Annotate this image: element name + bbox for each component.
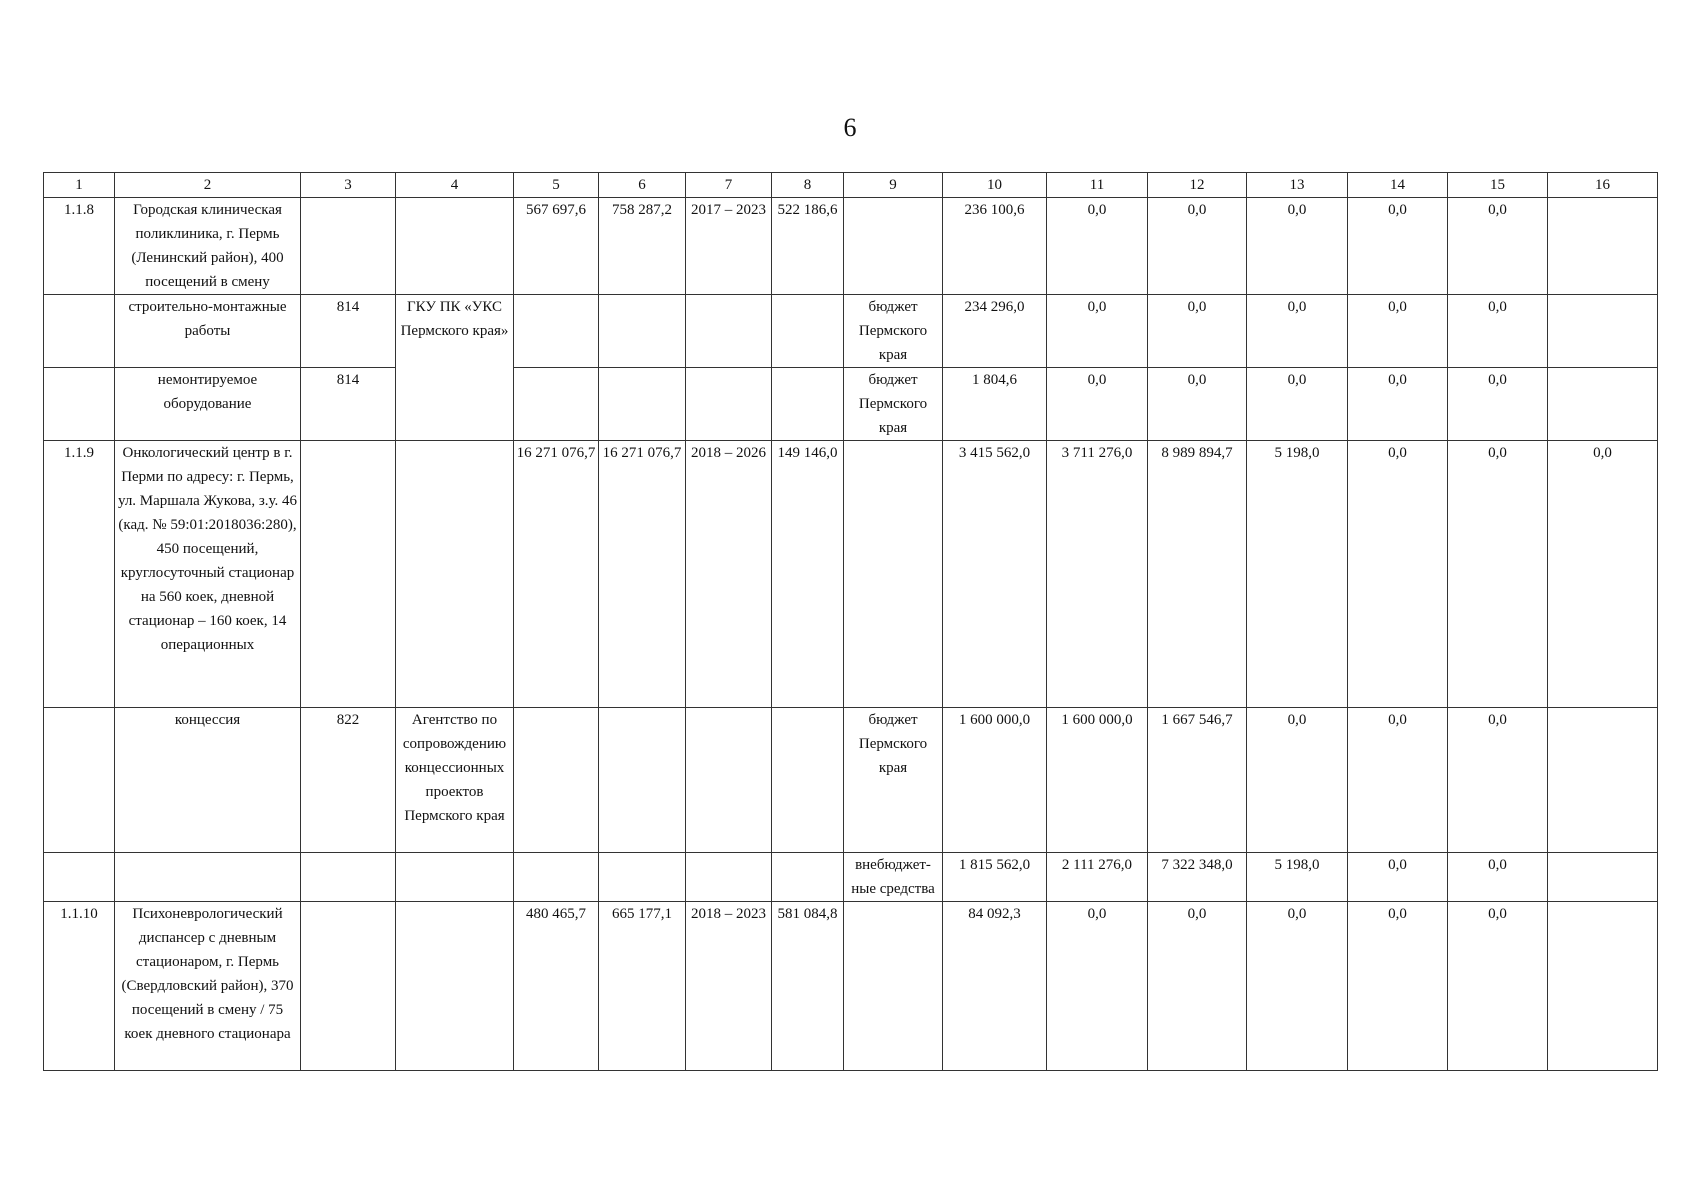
cell-8 bbox=[772, 295, 844, 368]
header-cell: 15 bbox=[1448, 173, 1548, 198]
cell-7 bbox=[686, 368, 772, 441]
cell-6: 758 287,2 bbox=[599, 198, 686, 295]
cell-12: 1 667 546,7 bbox=[1148, 708, 1247, 853]
cell-13: 0,0 bbox=[1247, 368, 1348, 441]
funding-source: бюджет Пермского края bbox=[844, 295, 943, 368]
cell-12: 7 322 348,0 bbox=[1148, 853, 1247, 902]
page-number: 6 bbox=[843, 113, 857, 142]
header-row bbox=[44, 173, 1658, 198]
cell-10: 1 804,6 bbox=[943, 368, 1047, 441]
funding-source: бюджет Пермского края bbox=[844, 708, 943, 853]
cell-15: 0,0 bbox=[1448, 198, 1548, 295]
cell-5: 480 465,7 bbox=[514, 902, 599, 1071]
responsible-org bbox=[396, 853, 514, 902]
cell-7: 2018 – 2026 bbox=[686, 441, 772, 708]
cell-15: 0,0 bbox=[1448, 368, 1548, 441]
header-cell: 3 bbox=[301, 173, 396, 198]
row-id: 1.1.9 bbox=[44, 441, 115, 708]
header-cell: 9 bbox=[844, 173, 943, 198]
cell-12: 8 989 894,7 bbox=[1148, 441, 1247, 708]
row-id: 1.1.10 bbox=[44, 902, 115, 1071]
cell-14: 0,0 bbox=[1348, 198, 1448, 295]
responsible-org bbox=[396, 441, 514, 708]
cell-16: 0,0 bbox=[1548, 441, 1658, 708]
object-name: строительно-монтажные работы bbox=[115, 295, 301, 368]
budget-table bbox=[43, 172, 1658, 1071]
cell-6 bbox=[599, 368, 686, 441]
cell-5 bbox=[514, 295, 599, 368]
cell-10: 1 600 000,0 bbox=[943, 708, 1047, 853]
table-row bbox=[44, 902, 1658, 1071]
header-cell: 1 bbox=[44, 173, 115, 198]
cell-8 bbox=[772, 368, 844, 441]
cell-10: 234 296,0 bbox=[943, 295, 1047, 368]
funding-source: внебюджет-ные средства bbox=[844, 853, 943, 902]
cell-10: 84 092,3 bbox=[943, 902, 1047, 1071]
row-id bbox=[44, 708, 115, 853]
responsible-org: Агентство по сопровождению концессионных проектов Пермского края bbox=[396, 708, 514, 853]
cell-7 bbox=[686, 295, 772, 368]
header-cell: 12 bbox=[1148, 173, 1247, 198]
object-name: концессия bbox=[115, 708, 301, 853]
cell-11: 2 111 276,0 bbox=[1047, 853, 1148, 902]
cell-12: 0,0 bbox=[1148, 198, 1247, 295]
cell-13: 5 198,0 bbox=[1247, 441, 1348, 708]
cell-13: 0,0 bbox=[1247, 708, 1348, 853]
cell-5 bbox=[514, 368, 599, 441]
object-name: немонтируемое оборудование bbox=[115, 368, 301, 441]
budget-code: 822 bbox=[301, 708, 396, 853]
object-name bbox=[115, 853, 301, 902]
cell-14: 0,0 bbox=[1348, 441, 1448, 708]
cell-5: 16 271 076,7 bbox=[514, 441, 599, 708]
responsible-org bbox=[396, 198, 514, 295]
row-id bbox=[44, 368, 115, 441]
cell-7 bbox=[686, 853, 772, 902]
cell-13: 0,0 bbox=[1247, 295, 1348, 368]
cell-15: 0,0 bbox=[1448, 441, 1548, 708]
cell-8 bbox=[772, 708, 844, 853]
cell-14: 0,0 bbox=[1348, 902, 1448, 1071]
cell-15: 0,0 bbox=[1448, 708, 1548, 853]
cell-16 bbox=[1548, 368, 1658, 441]
cell-11: 3 711 276,0 bbox=[1047, 441, 1148, 708]
cell-13: 0,0 bbox=[1247, 902, 1348, 1071]
budget-code bbox=[301, 902, 396, 1071]
table-row bbox=[44, 295, 1658, 368]
cell-5 bbox=[514, 708, 599, 853]
cell-13: 0,0 bbox=[1247, 198, 1348, 295]
cell-16 bbox=[1548, 198, 1658, 295]
header-cell: 4 bbox=[396, 173, 514, 198]
header-cell: 10 bbox=[943, 173, 1047, 198]
table-row bbox=[44, 441, 1658, 708]
cell-6 bbox=[599, 295, 686, 368]
cell-6 bbox=[599, 853, 686, 902]
cell-11: 1 600 000,0 bbox=[1047, 708, 1148, 853]
header-cell: 13 bbox=[1247, 173, 1348, 198]
row-id bbox=[44, 853, 115, 902]
cell-11: 0,0 bbox=[1047, 902, 1148, 1071]
cell-8 bbox=[772, 853, 844, 902]
funding-source bbox=[844, 198, 943, 295]
object-name: Психоневрологический диспансер с дневным стационаром, г. Пермь (Свердловский район), 370 посещений в смену / 75 коек дневного стационара bbox=[115, 902, 301, 1071]
cell-15: 0,0 bbox=[1448, 902, 1548, 1071]
row-id bbox=[44, 295, 115, 368]
table-row bbox=[44, 708, 1658, 853]
cell-5 bbox=[514, 853, 599, 902]
cell-13: 5 198,0 bbox=[1247, 853, 1348, 902]
cell-8: 581 084,8 bbox=[772, 902, 844, 1071]
cell-11: 0,0 bbox=[1047, 295, 1148, 368]
cell-16 bbox=[1548, 708, 1658, 853]
cell-7: 2017 – 2023 bbox=[686, 198, 772, 295]
budget-code: 814 bbox=[301, 295, 396, 368]
header-cell: 11 bbox=[1047, 173, 1148, 198]
row-id: 1.1.8 bbox=[44, 198, 115, 295]
cell-8: 149 146,0 bbox=[772, 441, 844, 708]
cell-8: 522 186,6 bbox=[772, 198, 844, 295]
header-cell: 2 bbox=[115, 173, 301, 198]
object-name: Городская клиническая поликлиника, г. Пермь (Ленинский район), 400 посещений в смену bbox=[115, 198, 301, 295]
cell-7 bbox=[686, 708, 772, 853]
header-cell: 8 bbox=[772, 173, 844, 198]
budget-code bbox=[301, 853, 396, 902]
cell-14: 0,0 bbox=[1348, 708, 1448, 853]
funding-source bbox=[844, 441, 943, 708]
budget-code bbox=[301, 441, 396, 708]
cell-14: 0,0 bbox=[1348, 853, 1448, 902]
table-row bbox=[44, 198, 1658, 295]
cell-6: 665 177,1 bbox=[599, 902, 686, 1071]
cell-15: 0,0 bbox=[1448, 853, 1548, 902]
cell-14: 0,0 bbox=[1348, 368, 1448, 441]
header-cell: 6 bbox=[599, 173, 686, 198]
object-name: Онкологический центр в г. Перми по адресу: г. Пермь, ул. Маршала Жукова, з.у. 46 (кад. № 59:01:2018036:280), 450 посещений, круглосуточный стационар на 560 коек, дневной стационар – 160 коек, 14 операционных bbox=[115, 441, 301, 708]
cell-10: 3 415 562,0 bbox=[943, 441, 1047, 708]
table-row bbox=[44, 368, 1658, 441]
header-cell: 16 bbox=[1548, 173, 1658, 198]
responsible-org: ГКУ ПК «УКС Пермского края» bbox=[396, 295, 514, 441]
funding-source: бюджет Пермского края bbox=[844, 368, 943, 441]
header-cell: 5 bbox=[514, 173, 599, 198]
header-cell: 7 bbox=[686, 173, 772, 198]
cell-12: 0,0 bbox=[1148, 368, 1247, 441]
cell-14: 0,0 bbox=[1348, 295, 1448, 368]
cell-16 bbox=[1548, 902, 1658, 1071]
cell-5: 567 697,6 bbox=[514, 198, 599, 295]
cell-10: 236 100,6 bbox=[943, 198, 1047, 295]
cell-6: 16 271 076,7 bbox=[599, 441, 686, 708]
budget-code bbox=[301, 198, 396, 295]
cell-15: 0,0 bbox=[1448, 295, 1548, 368]
cell-12: 0,0 bbox=[1148, 902, 1247, 1071]
cell-12: 0,0 bbox=[1148, 295, 1247, 368]
funding-source bbox=[844, 902, 943, 1071]
cell-6 bbox=[599, 708, 686, 853]
cell-10: 1 815 562,0 bbox=[943, 853, 1047, 902]
header-cell: 14 bbox=[1348, 173, 1448, 198]
budget-code: 814 bbox=[301, 368, 396, 441]
cell-7: 2018 – 2023 bbox=[686, 902, 772, 1071]
cell-16 bbox=[1548, 853, 1658, 902]
cell-11: 0,0 bbox=[1047, 198, 1148, 295]
table-row bbox=[44, 853, 1658, 902]
cell-11: 0,0 bbox=[1047, 368, 1148, 441]
cell-16 bbox=[1548, 295, 1658, 368]
responsible-org bbox=[396, 902, 514, 1071]
